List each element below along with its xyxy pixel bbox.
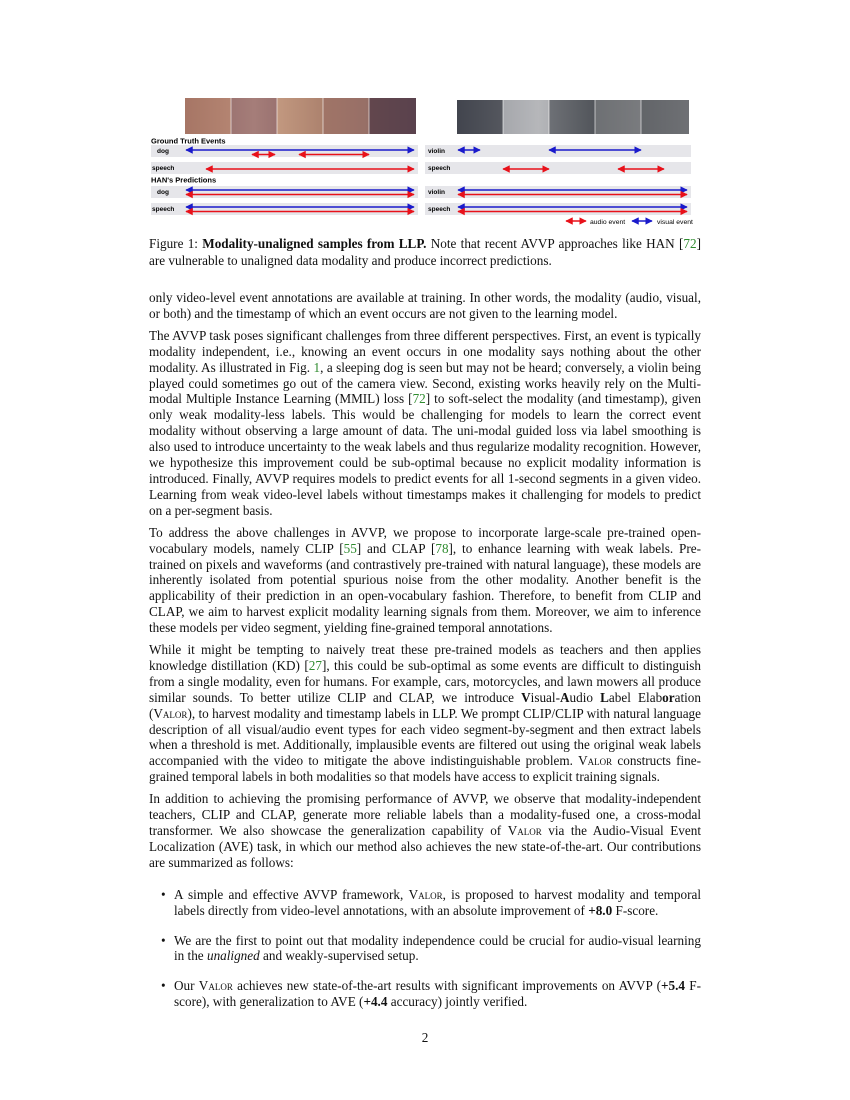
citation-link[interactable]: 55 — [343, 540, 357, 556]
paragraph-5 — [149, 791, 701, 871]
row-label-gt-speech-right: speech — [428, 165, 451, 172]
paragraph-2 — [149, 328, 701, 519]
row-label-pred-dog: dog — [157, 189, 169, 196]
paragraph-3 — [149, 525, 701, 636]
violin-video-frames — [457, 100, 689, 134]
paragraph-text: While it might be tempting to naively treat these pre-trained models as teachers and then applies knowledge distillation (KD) [ — [149, 642, 701, 673]
row-label-gt-violin: violin — [428, 148, 445, 155]
ground-truth-label: Ground Truth Events — [151, 136, 226, 146]
emphasis-text: unaligned — [206, 948, 260, 964]
list-item-text: Our — [174, 978, 199, 994]
predictions-label: HAN's Predictions — [151, 175, 217, 185]
caption-title: Modality-unaligned samples from LLP. — [202, 236, 427, 251]
paragraph-text: via the Audio-Visual Event Localization (AVE) task, in which our method also achieves the new state-of-the-art. Our contributions are summarized as follows: — [149, 823, 701, 870]
list-item-text: A simple and effective AVVP framework, — [174, 886, 409, 902]
figure-caption — [149, 235, 701, 269]
list-item-text: and weakly-supervised setup. — [259, 948, 419, 964]
paragraph-text: constructs fine-grained temporal labels in both modalities so that models have access to explicit training signals. — [149, 753, 701, 785]
list-item-text: accuracy) jointly verified. — [387, 994, 528, 1010]
citation-link[interactable]: 27 — [308, 657, 322, 673]
row-bg — [425, 162, 691, 174]
row-bg — [425, 186, 691, 198]
paragraph-text: , a sleeping dog is seen but may not be heard; conversely, a violin being played could sometimes go out of the camera view. Second, existing works heavily rely on the Multi-modal Multiple Instance Learning (MMIL) loss [ — [149, 359, 701, 407]
row-bg — [151, 186, 418, 198]
row-bg — [151, 145, 418, 157]
list-item-text: , is proposed to harvest modality and temporal labels directly from video-level annotations, with an absolute improvement of — [174, 886, 701, 918]
paragraph-text: The AVVP task poses significant challenges from three different perspectives. First, an event is typically modality independent, i.e., knowing an event occurs in one modality says nothing about the other modality. As illustrated in Fig. — [149, 327, 701, 375]
list-item — [149, 887, 701, 919]
list-item-text: achieves new state-of-the-art results with significant improvements on AVVP ( — [232, 978, 661, 994]
row-bg — [151, 203, 418, 215]
citation-link[interactable]: 72 — [412, 391, 426, 407]
bullet-icon: • — [161, 932, 166, 948]
contributions-list — [149, 887, 701, 1010]
acronym-letter: L — [600, 689, 609, 705]
citation-link[interactable]: 78 — [435, 540, 449, 556]
paragraph-text: ation ( — [149, 689, 701, 721]
acronym-letter: or — [662, 689, 675, 705]
figure-reference-link[interactable]: 1 — [313, 359, 321, 375]
caption-text: Note that recent AVVP approaches like HAN [ — [426, 236, 684, 251]
row-label-gt-speech-left: speech — [152, 165, 175, 172]
row-bg — [425, 145, 691, 157]
paragraph-4 — [149, 642, 701, 785]
bullet-icon: • — [161, 978, 166, 994]
page-number: 2 — [421, 1030, 429, 1045]
paragraph-text: ], to enhance learning with weak labels. Pre-trained on pixels and waveforms (and contrastively pre-trained with natural language), these models are inherently isolated from potential spurious noise from the other modality. Another benefit is the applicability of their prediction in an open-vocabulary fashion. Therefore, to benefit from CLIP and CLAP, we aim to harvest explicit modality learning signals from them. Moreover, we aim to inference these models per video segment, yielding fine-grained temporal annotations. — [149, 540, 701, 636]
paragraph-text: udio — [569, 689, 601, 705]
paragraph-text: ), to harvest modality and timestamp labels in LLP. We prompt CLIP/CLIP with natural language description of all visual/audio event types for each video segment-by-segment and then extract labels when a threshold is met. Additionally, implausible events are filtered out using the original weak labels accompanied with the video to mitigate the above indistinguishable problem. — [149, 705, 701, 769]
method-name: Valor — [578, 753, 613, 769]
caption-prefix: Figure 1: — [149, 236, 203, 251]
legend-audio-label: audio event — [590, 219, 626, 226]
method-name: Valor — [507, 823, 542, 838]
list-item-text: F-score), with generalization to AVE ( — [174, 978, 701, 1010]
list-item-text: F-score. — [612, 902, 659, 918]
body-text — [149, 290, 701, 1024]
highlight-value: +8.0 — [588, 902, 613, 918]
row-label-gt-dog: dog — [157, 148, 169, 155]
method-name: Valor — [408, 886, 443, 902]
acronym-letter: A — [559, 689, 570, 705]
row-label-pred-speech-right: speech — [428, 206, 451, 213]
paragraph-text: ], this could be sub-optimal as some events are difficult to distinguish from a single modality, even for humans. For example, cars, motorcycles, and lawn mowers all produce similar sounds. To better utilize CLIP and CLAP, we introduce — [149, 657, 701, 705]
figure-legend — [566, 219, 693, 226]
paragraph-text: ] to soft-select the modality (and timestamp), given only weak modality-less labels. This would be challenging for models to learn the correct event modality without observing a large amount of data. The uni-modal guided loss via label smoothing is also used to introduce uncertainty to the weak labels and thus regularize modality recognition. However, we hypothesize this improvement could be sub-optimal because no explicit modality information is introduced. Finally, AVVP requires models to predict events for all 1-second segments in a given video. Learning from weak video-level labels without timestamps makes it challenging for models to predict on a per-segment basis. — [149, 391, 701, 518]
list-item — [149, 978, 701, 1010]
acronym-letter: V — [521, 689, 531, 705]
list-item — [149, 933, 701, 965]
row-label-pred-speech-left: speech — [152, 206, 175, 213]
paragraph-text: abel — [608, 689, 631, 705]
paragraph-text: ] and CLAP [ — [356, 540, 436, 556]
paragraph-text: isual- — [530, 689, 560, 705]
row-bg — [151, 162, 418, 174]
paragraph-text: To address the above challenges in AVVP, we propose to incorporate large-scale pre-trained open-vocabulary models, namely CLIP [ — [149, 524, 701, 556]
bullet-icon: • — [161, 886, 166, 902]
figure-1 — [148, 96, 698, 228]
paragraph-1: only video-level event annotations are available at training. In other words, the modality (audio, visual, or both) and the timestamp of which an event occurs are not given to the learning model. — [149, 290, 701, 321]
paragraph-text: Elab — [638, 689, 663, 705]
method-name: Valor — [198, 978, 233, 994]
citation-link[interactable]: 72 — [683, 236, 697, 251]
legend-visual-label: visual event — [657, 219, 693, 226]
list-item-text: We are the first to point out that modality independence could be crucial for audio-visual learning in the — [174, 932, 701, 964]
caption-text: ] are vulnerable to unaligned data modality and produce incorrect predictions. — [149, 236, 701, 268]
row-label-pred-violin: violin — [428, 189, 445, 196]
dog-video-frames — [185, 98, 416, 134]
row-bg — [425, 203, 691, 215]
method-name: Valor — [153, 705, 188, 721]
figure-1-graphic — [148, 96, 698, 228]
highlight-value: +5.4 — [660, 978, 685, 994]
highlight-value: +4.4 — [363, 994, 388, 1010]
paragraph-text: In addition to achieving the promising performance of AVVP, we observe that modality-independent teachers, CLIP and CLAP, generate more reliable labels than a modality-fused one, a cross-modal transformer. We also showcase the generalization capability of — [149, 791, 701, 838]
